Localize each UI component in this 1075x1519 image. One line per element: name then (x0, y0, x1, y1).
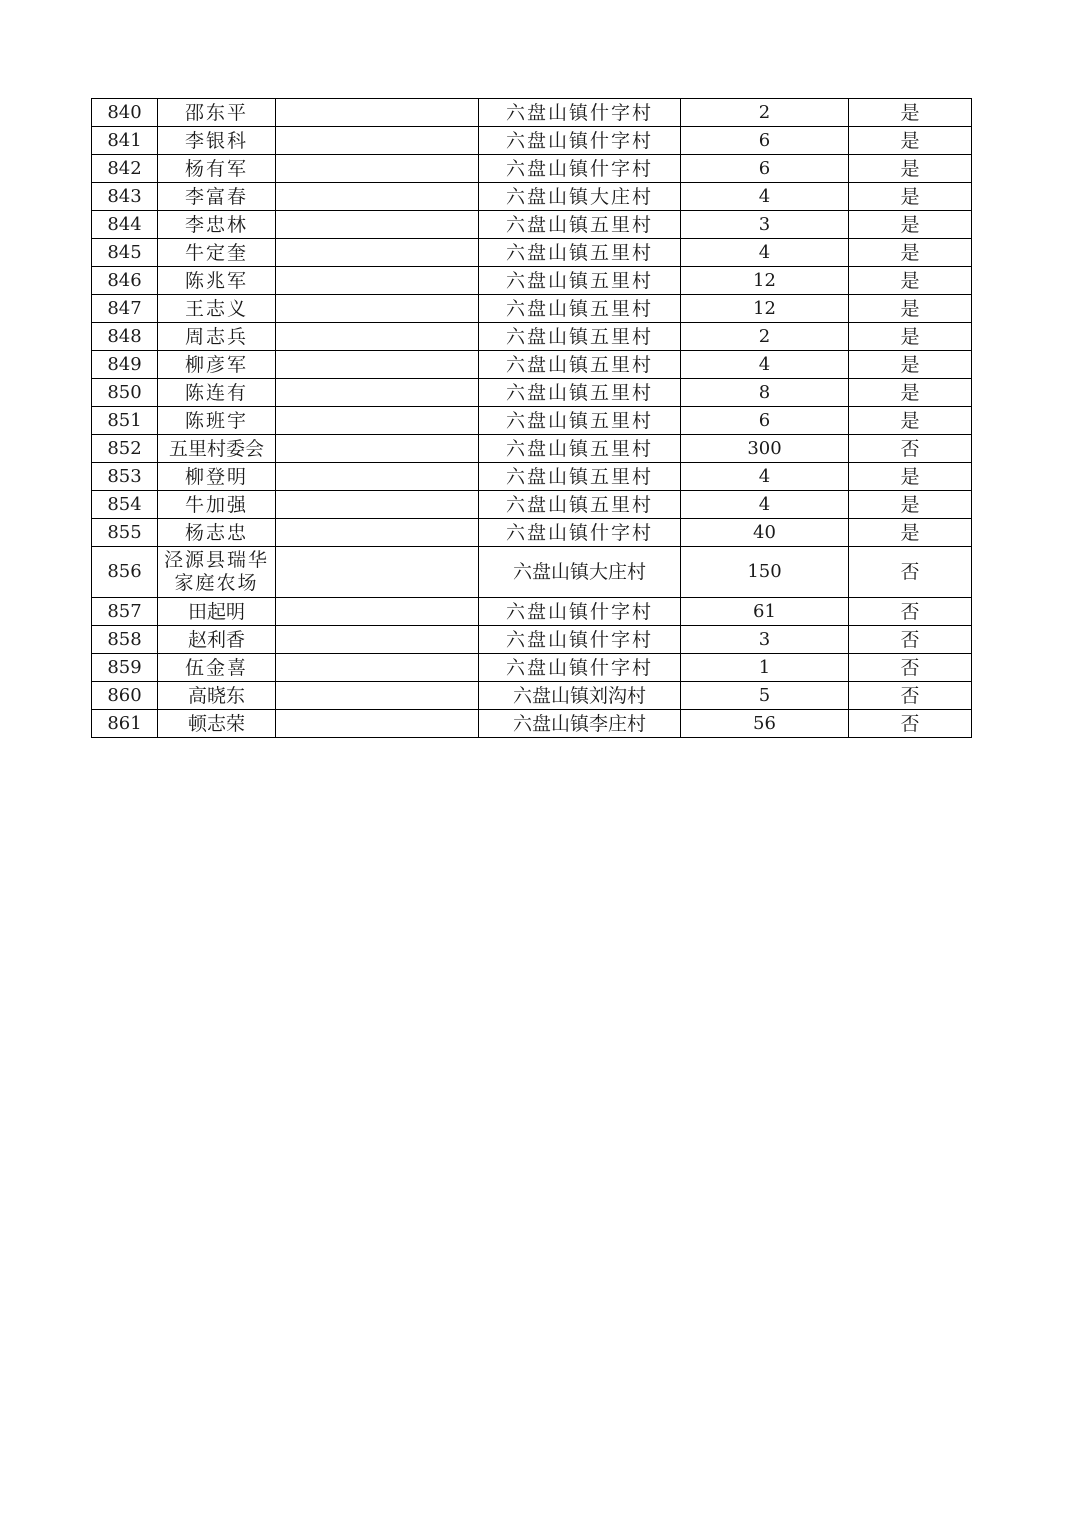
quantity-cell: 4 (681, 239, 849, 267)
row-number-cell: 843 (92, 183, 158, 211)
blank-cell (276, 239, 479, 267)
name-cell: 泾源县瑞华家庭农场 (158, 547, 276, 598)
name-cell: 杨志忠 (158, 519, 276, 547)
row-number-cell: 856 (92, 547, 158, 598)
village-cell: 六盘山镇什字村 (479, 155, 681, 183)
flag-cell: 是 (849, 351, 972, 379)
name-cell: 杨有军 (158, 155, 276, 183)
name-cell: 邵东平 (158, 99, 276, 127)
row-number-cell: 861 (92, 710, 158, 738)
table-body (92, 99, 972, 738)
flag-cell: 是 (849, 407, 972, 435)
blank-cell (276, 183, 479, 211)
name-cell: 柳登明 (158, 463, 276, 491)
row-number-cell: 859 (92, 654, 158, 682)
flag-cell: 是 (849, 99, 972, 127)
blank-cell (276, 519, 479, 547)
table-row (92, 127, 972, 155)
quantity-cell: 300 (681, 435, 849, 463)
name-cell: 牛加强 (158, 491, 276, 519)
flag-cell: 是 (849, 155, 972, 183)
village-cell: 六盘山镇五里村 (479, 239, 681, 267)
table-row (92, 519, 972, 547)
village-cell: 六盘山镇五里村 (479, 463, 681, 491)
blank-cell (276, 598, 479, 626)
table-row (92, 267, 972, 295)
table-row (92, 155, 972, 183)
table-row (92, 598, 972, 626)
blank-cell (276, 267, 479, 295)
table-row (92, 407, 972, 435)
village-cell: 六盘山镇什字村 (479, 127, 681, 155)
village-cell: 六盘山镇什字村 (479, 99, 681, 127)
village-cell: 六盘山镇什字村 (479, 654, 681, 682)
table-row (92, 710, 972, 738)
blank-cell (276, 295, 479, 323)
village-cell: 六盘山镇李庄村 (479, 710, 681, 738)
quantity-cell: 6 (681, 127, 849, 155)
blank-cell (276, 491, 479, 519)
row-number-cell: 848 (92, 323, 158, 351)
row-number-cell: 860 (92, 682, 158, 710)
blank-cell (276, 211, 479, 239)
table-row (92, 654, 972, 682)
blank-cell (276, 626, 479, 654)
quantity-cell: 6 (681, 407, 849, 435)
row-number-cell: 850 (92, 379, 158, 407)
blank-cell (276, 710, 479, 738)
table-row (92, 435, 972, 463)
blank-cell (276, 99, 479, 127)
name-cell: 五里村委会 (158, 435, 276, 463)
row-number-cell: 855 (92, 519, 158, 547)
flag-cell: 否 (849, 435, 972, 463)
table-row (92, 682, 972, 710)
flag-cell: 是 (849, 127, 972, 155)
quantity-cell: 4 (681, 183, 849, 211)
village-cell: 六盘山镇五里村 (479, 211, 681, 239)
blank-cell (276, 463, 479, 491)
quantity-cell: 4 (681, 463, 849, 491)
flag-cell: 否 (849, 547, 972, 598)
village-cell: 六盘山镇刘沟村 (479, 682, 681, 710)
table-row (92, 351, 972, 379)
row-number-cell: 847 (92, 295, 158, 323)
village-cell: 六盘山镇五里村 (479, 351, 681, 379)
flag-cell: 否 (849, 598, 972, 626)
flag-cell: 是 (849, 295, 972, 323)
flag-cell: 是 (849, 323, 972, 351)
village-cell: 六盘山镇大庄村 (479, 547, 681, 598)
row-number-cell: 842 (92, 155, 158, 183)
quantity-cell: 2 (681, 323, 849, 351)
flag-cell: 否 (849, 654, 972, 682)
name-cell: 高晓东 (158, 682, 276, 710)
name-cell: 李忠林 (158, 211, 276, 239)
row-number-cell: 857 (92, 598, 158, 626)
quantity-cell: 2 (681, 99, 849, 127)
data-table (91, 98, 972, 738)
blank-cell (276, 323, 479, 351)
village-cell: 六盘山镇五里村 (479, 267, 681, 295)
table-row (92, 211, 972, 239)
name-cell: 牛定奎 (158, 239, 276, 267)
name-cell: 顿志荣 (158, 710, 276, 738)
flag-cell: 是 (849, 239, 972, 267)
flag-cell: 是 (849, 463, 972, 491)
blank-cell (276, 654, 479, 682)
row-number-cell: 854 (92, 491, 158, 519)
flag-cell: 是 (849, 183, 972, 211)
table-row (92, 547, 972, 598)
village-cell: 六盘山镇五里村 (479, 295, 681, 323)
row-number-cell: 849 (92, 351, 158, 379)
table-row (92, 323, 972, 351)
row-number-cell: 845 (92, 239, 158, 267)
flag-cell: 是 (849, 491, 972, 519)
village-cell: 六盘山镇五里村 (479, 435, 681, 463)
quantity-cell: 4 (681, 491, 849, 519)
flag-cell: 否 (849, 710, 972, 738)
village-cell: 六盘山镇什字村 (479, 598, 681, 626)
row-number-cell: 853 (92, 463, 158, 491)
quantity-cell: 3 (681, 211, 849, 239)
flag-cell: 是 (849, 379, 972, 407)
table-row (92, 626, 972, 654)
row-number-cell: 841 (92, 127, 158, 155)
quantity-cell: 12 (681, 295, 849, 323)
village-cell: 六盘山镇大庄村 (479, 183, 681, 211)
name-cell: 陈兆军 (158, 267, 276, 295)
row-number-cell: 851 (92, 407, 158, 435)
name-cell: 赵利香 (158, 626, 276, 654)
blank-cell (276, 547, 479, 598)
quantity-cell: 8 (681, 379, 849, 407)
quantity-cell: 1 (681, 654, 849, 682)
name-cell: 田起明 (158, 598, 276, 626)
quantity-cell: 4 (681, 351, 849, 379)
table-row (92, 379, 972, 407)
table-row (92, 239, 972, 267)
name-cell: 陈连有 (158, 379, 276, 407)
quantity-cell: 56 (681, 710, 849, 738)
row-number-cell: 858 (92, 626, 158, 654)
village-cell: 六盘山镇什字村 (479, 626, 681, 654)
blank-cell (276, 351, 479, 379)
blank-cell (276, 127, 479, 155)
quantity-cell: 150 (681, 547, 849, 598)
name-cell: 李银科 (158, 127, 276, 155)
blank-cell (276, 407, 479, 435)
name-cell: 王志义 (158, 295, 276, 323)
blank-cell (276, 682, 479, 710)
quantity-cell: 61 (681, 598, 849, 626)
blank-cell (276, 155, 479, 183)
table-row (92, 491, 972, 519)
table-row (92, 295, 972, 323)
table-row (92, 183, 972, 211)
row-number-cell: 846 (92, 267, 158, 295)
village-cell: 六盘山镇五里村 (479, 323, 681, 351)
name-cell: 周志兵 (158, 323, 276, 351)
flag-cell: 是 (849, 519, 972, 547)
village-cell: 六盘山镇五里村 (479, 379, 681, 407)
village-cell: 六盘山镇五里村 (479, 407, 681, 435)
quantity-cell: 3 (681, 626, 849, 654)
quantity-cell: 6 (681, 155, 849, 183)
village-cell: 六盘山镇什字村 (479, 519, 681, 547)
name-cell: 陈班宇 (158, 407, 276, 435)
name-cell: 李富春 (158, 183, 276, 211)
table-row (92, 463, 972, 491)
flag-cell: 否 (849, 626, 972, 654)
flag-cell: 否 (849, 682, 972, 710)
blank-cell (276, 379, 479, 407)
quantity-cell: 40 (681, 519, 849, 547)
quantity-cell: 12 (681, 267, 849, 295)
quantity-cell: 5 (681, 682, 849, 710)
flag-cell: 是 (849, 267, 972, 295)
row-number-cell: 844 (92, 211, 158, 239)
name-cell: 柳彦军 (158, 351, 276, 379)
name-cell: 伍金喜 (158, 654, 276, 682)
row-number-cell: 840 (92, 99, 158, 127)
flag-cell: 是 (849, 211, 972, 239)
row-number-cell: 852 (92, 435, 158, 463)
blank-cell (276, 435, 479, 463)
table-row (92, 99, 972, 127)
village-cell: 六盘山镇五里村 (479, 491, 681, 519)
